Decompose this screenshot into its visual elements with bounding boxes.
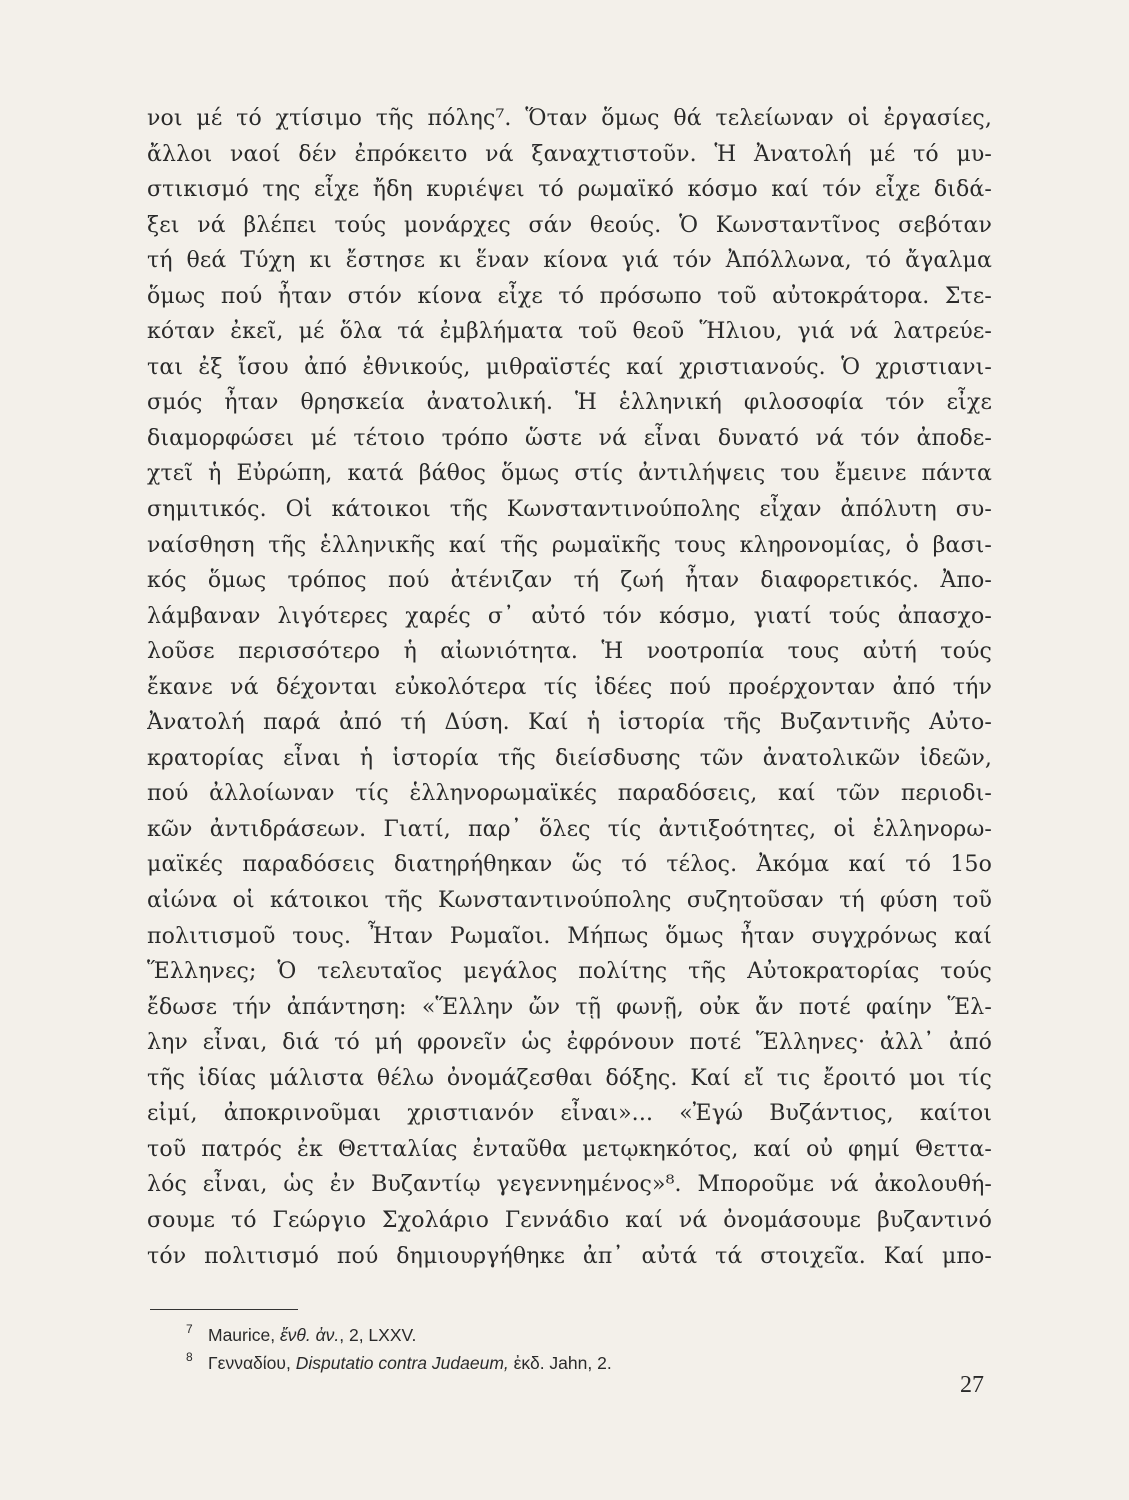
text-line: ἔδωσε τήν ἀπάντηση: «Ἕλλην ὤν τῇ φωνῇ, οὐκ ἄν ποτέ φαίην Ἕλ- [147,994,992,1020]
footnote-number: 8 [186,1350,193,1364]
footnote-number: 7 [186,1322,193,1336]
text-line: ναίσθηση τῆς ἑλληνικῆς καί τῆς ρωμαϊκῆς τους κληρονομίας, ὁ βασι- [147,532,992,558]
text-line: ξει νά βλέπει τούς μονάρχες σάν θεούς. Ὁ Κωνσταντῖνος σεβόταν [147,212,992,238]
text-line: εἰμί, ἀποκρινοῦμαι χριστιανόν εἶναι»... «Ἐγώ Βυζάντιος, καίτοι [147,1101,992,1127]
text-line: σημιτικός. Οἱ κάτοικοι τῆς Κωνσταντινούπολης εἶχαν ἀπόλυτη συ- [147,497,992,523]
text-line: τοῦ πατρός ἐκ Θετταλίας ἐνταῦθα μετῳκηκότος, καί οὐ φημί Θεττα- [147,1136,992,1162]
footnote-8 [186,1349,966,1377]
text-line: νοι μέ τό χτίσιμο τῆς πόλης⁷. Ὅταν ὅμως θά τελείωναν οἱ ἐργασίες, [147,106,992,131]
text-line: κῶν ἀντιδράσεων. Γιατί, παρ᾽ ὅλες τίς ἀντιξοότητες, οἱ ἑλληνορω- [147,816,992,842]
text-line: πολιτισμοῦ τους. Ἦταν Ρωμαῖοι. Μήπως ὅμως ἦταν συγχρόνως καί [147,923,992,949]
text-line: σμός ἦταν θρησκεία ἀνατολική. Ἡ ἑλληνική φιλοσοφία τόν εἶχε [147,390,992,416]
footnote-location: , 2, LXXV. [339,1325,417,1345]
page-number: 27 [960,1372,984,1398]
text-line: κόταν ἐκεῖ, μέ ὅλα τά ἐμβλήματα τοῦ θεοῦ Ἥλιου, γιά νά λατρεύε- [147,319,992,345]
footnote-text [208,1321,416,1349]
footnote-7 [186,1321,966,1349]
text-line: μαϊκές παραδόσεις διατηρήθηκαν ὥς τό τέλος. Ἀκόμα καί τό 15ο [147,852,992,878]
text-line: ται ἐξ ἴσου ἀπό ἐθνικούς, μιθραϊστές καί χριστιανούς. Ὁ χριστιανι- [147,354,992,380]
text-line: ἔκανε νά δέχονται εὐκολότερα τίς ἰδέες πού προέρχονταν ἀπό τήν [147,674,992,700]
main-text [147,101,992,1274]
footnote-divider [150,1309,298,1310]
text-line: τόν πολιτισμό πού δημιουργήθηκε ἀπ᾽ αὐτά τά στοιχεῖα. Καί μπο- [147,1243,992,1269]
text-line: αἰώνα οἱ κάτοικοι τῆς Κωνσταντινούπολης συζητοῦσαν τή φύση τοῦ [147,888,992,914]
text-line: λός εἶναι, ὡς ἐν Βυζαντίῳ γεγεννημένος»⁸. Μποροῦμε νά ἀκολουθή- [147,1172,992,1198]
text-line: στικισμό της εἶχε ἤδη κυριέψει τό ρωμαϊκό κόσμο καί τόν εἶχε διδά- [147,177,992,203]
footnote-text [208,1349,612,1377]
text-line: χτεῖ ἡ Εὐρώπη, κατά βάθος ὅμως στίς ἀντιλήψεις του ἔμεινε πάντα [147,461,992,487]
text-line: τή θεά Τύχη κι ἔστησε κι ἕναν κίονα γιά τόν Ἀπόλλωνα, τό ἄγαλμα [147,248,992,274]
footnotes [186,1321,966,1377]
footnote-author: Γενναδίου, [208,1353,296,1373]
text-line: σουμε τό Γεώργιο Σχολάριο Γεννάδιο καί νά ὀνομάσουμε βυζαντινό [147,1207,992,1233]
footnote-reference: ἔνθ. ἀν. [279,1325,340,1345]
text-line: ὅμως πού ἦταν στόν κίονα εἶχε τό πρόσωπο τοῦ αὐτοκράτορα. Στε- [147,283,992,309]
text-line: λην εἶναι, διά τό μή φρονεῖν ὡς ἐφρόνουν ποτέ Ἕλληνες· ἀλλ᾽ ἀπό [147,1030,992,1056]
text-line: κός ὅμως τρόπος πού ἀτένιζαν τή ζωή ἦταν διαφορετικός. Ἀπο- [147,568,992,594]
footnote-reference: Disputatio contra Judaeum, [295,1353,509,1373]
text-line: τῆς ἰδίας μάλιστα θέλω ὀνομάζεσθαι δόξης. Καί εἴ τις ἔροιτό μοι τίς [147,1065,992,1091]
text-line: Ἀνατολή παρά ἀπό τή Δύση. Καί ἡ ἱστορία τῆς Βυζαντινῆς Αὐτο- [147,710,992,736]
text-line: Ἕλληνες; Ὁ τελευταῖος μεγάλος πολίτης τῆς Αὐτοκρατορίας τούς [147,959,992,985]
footnote-location: ἐκδ. Jahn, 2. [508,1353,612,1373]
text-line: διαμορφώσει μέ τέτοιο τρόπο ὥστε νά εἶναι δυνατό νά τόν ἀποδε- [147,425,992,451]
footnote-author: Maurice, [208,1325,280,1345]
text-line: λάμβαναν λιγότερες χαρές σ᾽ αὐτό τόν κόσμο, γιατί τούς ἀπασχο- [147,603,992,629]
text-line: λοῦσε περισσότερο ἡ αἰωνιότητα. Ἡ νοοτροπία τους αὐτή τούς [147,639,992,665]
text-line: ἄλλοι ναοί δέν ἐπρόκειτο νά ξαναχτιστοῦν. Ἡ Ἀνατολή μέ τό μυ- [147,141,992,167]
text-line: κρατορίας εἶναι ἡ ἱστορία τῆς διείσδυσης τῶν ἀνατολικῶν ἰδεῶν, [147,745,992,771]
text-line: πού ἀλλοίωναν τίς ἑλληνορωμαϊκές παραδόσεις, καί τῶν περιοδι- [147,781,992,807]
